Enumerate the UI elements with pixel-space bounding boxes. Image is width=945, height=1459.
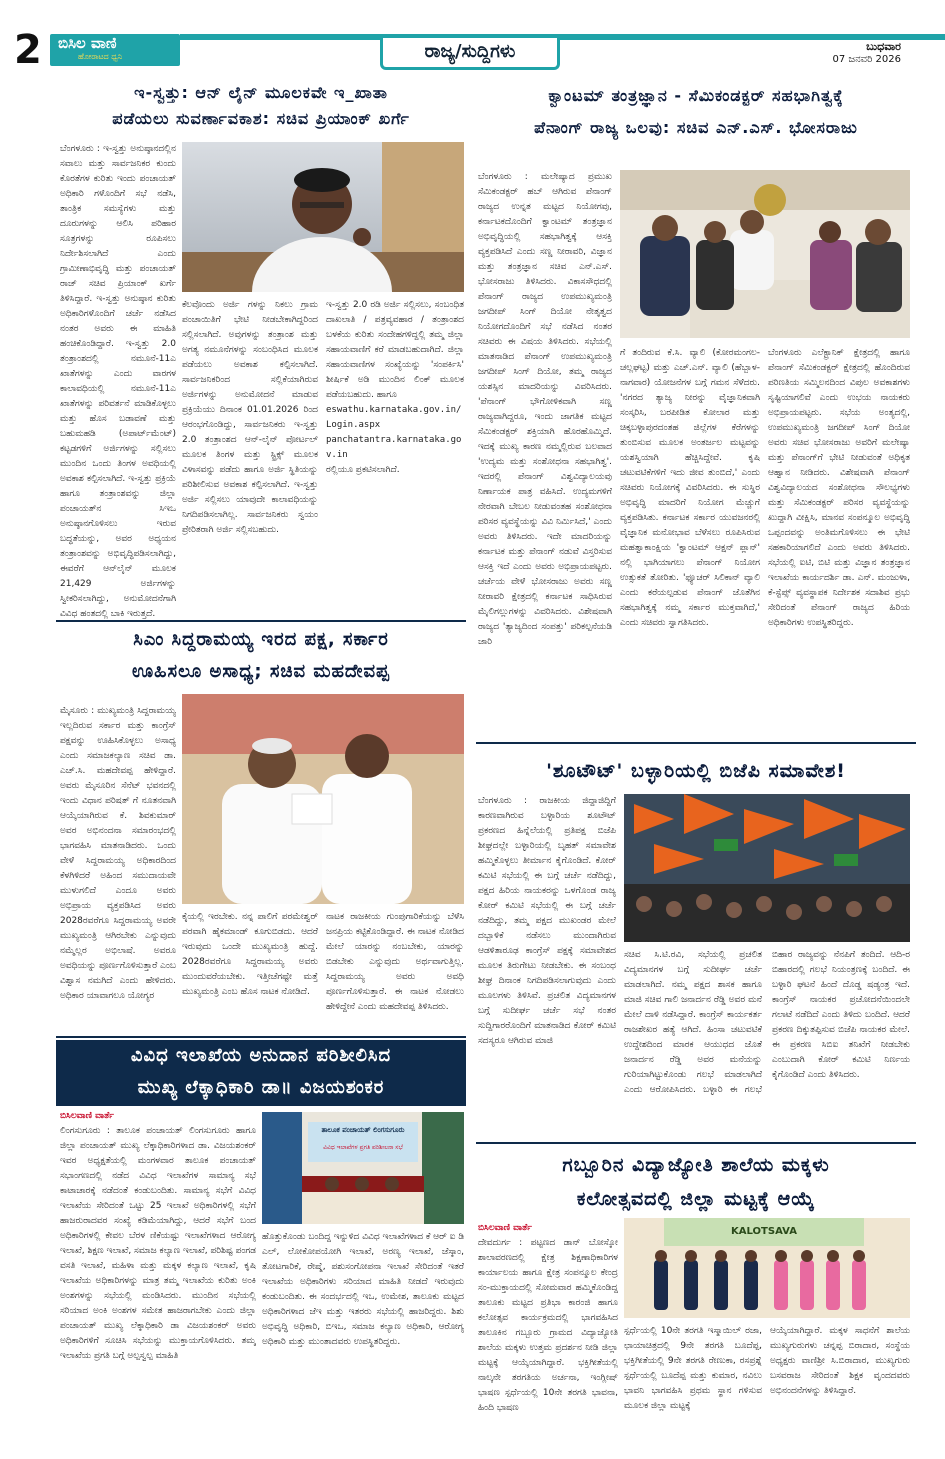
headline-line-2: ಪಡೆಯಲು ಸುವರ್ಣಾವಕಾಶ: ಸಚಿವ ಪ್ರಿಯಾಂಕ್ ಖರ್ಗೆ <box>112 109 410 128</box>
article-eswathu-col-left: ಬೆಂಗಳೂರು : ಇ-ಸ್ವತ್ತು ಅನುಷ್ಠಾನದಲ್ಲಿನ ಸವಾಲು ಮತ್ತು ಸಾರ್ವಜನಿಕರ ಕುಂದು ಕೊರತೆಗಳ ಕುರಿತು ಇಂದು ಪಂಚಾಯತ್ ಅಧಿಕಾರಿ ಗಳೊಂದಿಗೆ ಸಭೆ ನಡೆಸಿ, ತಾಂತ್ರಿಕ ಸಮಸ್ಯೆಗಳು ಮತ್ತು ದೂರುಗಳನ್ನು ಆಲಿಸಿ ಪರಿಹಾರ ಸೂತ್ರಗಳನ್ನು ರೂಪಿಸಲು ನಿರ್ದೇಶಿಸಲಾಗಿದೆ ಎಂದು ಗ್ರಾಮೀಣಾಭಿವೃದ್ಧಿ ಮತ್ತು ಪಂಚಾಯತ್ ರಾಜ್ ಸಚಿವ ಪ್ರಿಯಾಂಕ್ ಖರ್ಗೆ ತಿಳಿಸಿದ್ದಾರೆ. ಇ-ಸ್ವತ್ತು ಅನುಷ್ಠಾನ ಕುರಿತು ಅಧಿಕಾರಿಗಳೊಂದಿಗೆ ಚರ್ಚೆ ನಡೆಸಿದ ನಂತರ ಅವರು ಈ ಮಾಹಿತಿ ಹಂಚಿಕೊಂಡಿದ್ದಾರೆ. ಇ-ಸ್ವತ್ತು 2.0 ತಂತ್ರಾಂಶದಲ್ಲಿ ನಮೂನೆ-11ಎ ಖಾತೆಗಳನ್ನು ಎಂದು ವಾರಗಳ ಕಾಲಾವಧಿಯಲ್ಲಿ ನಮೂನೆ-11ಎ ಖಾತೆಗಳನ್ನು ಪರಿವರ್ತನೆ ಮಾಡಿಕೊಳ್ಳಲು ಮತ್ತು ಹೊಸ ಬಡಾವಣೆ ಮತ್ತು ಬಹುಮಹಡಿ (ಅಪಾರ್ಟ್‌ಮೆಂಟ್) ಕಟ್ಟಡಗಳಿಗೆ ಅರ್ಜಿಗಳನ್ನು ಸಲ್ಲಿಸಲು ಮುಂದಿನ ಒಂದು ತಿಂಗಳ ಅವಧಿಯಲ್ಲಿ ಅವಕಾಶ ಕಲ್ಪಿಸಲಾಗಿದೆ. ಇ-ಸ್ವತ್ತು ಪ್ರಕ್ರಿಯೆ ಹಾಗೂ ತಂತ್ರಾಂಶವನ್ನು ಜಿಲ್ಲಾ ಪಂಚಾಯತ್‌ನ ಸಿಇಒ ಅನುಷ್ಠಾನಗೊಳಿಸಲು ಇರುವ ಬದ್ಧತೆಯನ್ನು, ಅವರ ಅಧ್ಯಯನ ತಂತ್ರಾಂಶವನ್ನು ಅಭಿವೃದ್ಧಿಪಡಿಸಲಾಗಿದ್ದು, ಈವರೆಗೆ ಆನ್‌ಲೈನ್ ಮೂಲಕ 21,429 ಅರ್ಜಿಗಳನ್ನು ಸ್ವೀಕರಿಸಲಾಗಿದ್ದು, ಅನುಮೋದನೆಗಾಗಿ ವಿವಿಧ ಹಂತದಲ್ಲಿ ಬಾಕಿ ಇರುತ್ತದೆ. <box>60 144 176 619</box>
weekday: ಬುಧವಾರ <box>866 40 901 53</box>
eswathu-link[interactable]: eswathu.karnataka.gov.in/Login.aspx <box>326 405 462 430</box>
article-siddaramaiah-col-right: ನಾಟಕ ರಾಜಕೀಯ ಗುಂಪುಗಾರಿಕೆಯನ್ನು ಬೆಳೆಸಿ ಜನಪ್ರಿಯ ಕಟ್ಟಿಕೊಂಡಿದ್ದಾರೆ. ಈ ನಾಟಕ ನೋಡಿದ ಮೇಲೆ ಯಾರನ್ನು ನಂಬಬೇಕು, ಯಾರನ್ನು ಬಿಡಬೇಕು ಎನ್ನುವುದು ಅರ್ಥವಾಗುತ್ತಿಲ್ಲ. ಸಿದ್ದರಾಮಯ್ಯ ಅವರು ಅವಧಿ ಪೂರ್ಣಗೊಳಿಸುತ್ತಾರೆ. ಈ ನಾಟಕ ನೋಡಲು ಹೇಳಿದ್ದೇನೆ ಎಂದು ಮಹದೇವಪ್ಪ ತಿಳಿಸಿದರು. <box>326 912 464 1012</box>
headline-line-2: ಮುಖ್ಯ ಲೆಕ್ಕಾಧಿಕಾರಿ ಡಾ॥ ವಿಜಯಶಂಕರ <box>137 1077 385 1098</box>
headline-line-1: ಕ್ವಾಂಟಮ್ ತಂತ್ರಜ್ಞಾನ - ಸೆಮಿಕಂಡಕ್ಟರ್ ಸಹಭಾಗಿತ್ವಕ್ಕೆ <box>548 86 844 105</box>
divider <box>56 1036 466 1038</box>
headline-line-2: ಊಹಿಸಲೂ ಅಸಾಧ್ಯ; ಸಚಿವ ಮಹದೇವಪ್ಪ <box>132 661 390 682</box>
page-number: 2 <box>14 27 42 73</box>
date: 07 ಜನವರಿ 2026 <box>832 54 901 65</box>
headline-line-1: ಗಬ್ಬೂರಿನ ವಿದ್ಯಾಜ್ಯೋತಿ ಶಾಲೆಯ ಮಕ್ಕಳು <box>562 1154 830 1176</box>
kharge-photo <box>182 142 464 292</box>
headline-line-1: ವಿವಿಧ ಇಲಾಖೆಯ ಅನುದಾನ ಪರಿಶೀಲಿಸಿದ <box>130 1045 392 1066</box>
article-gabbur-col-left: ದೇವದುರ್ಗ : ಪಟ್ಟಣದ ಡಾನ್ ಬೋಸ್ಕೋ ಶಾಲಾವರಣದಲ್ಲಿ ಕ್ಷೇತ್ರ ಶಿಕ್ಷಣಾಧಿಕಾರಿಗಳ ಕಾರ್ಯಾಲಯ ಹಾಗೂ ಕ್ಷೇತ್ರ ಸಂಪನ್ಮೂಲ ಕೇಂದ್ರ ಸಂ-ಮುಕ್ತಾಯದಲ್ಲಿ ಸೋಮವಾರ ಹಮ್ಮಿಕೊಂಡಿದ್ದ ತಾಲೂಕು ಮಟ್ಟದ ಪ್ರತಿಭಾ ಕಾರಂಜಿ ಹಾಗೂ ಕಲೋತ್ಸವ ಕಾರ್ಯಕ್ರಮದಲ್ಲಿ ಭಾಗವಹಿಸಿದ ತಾಲೂಕಿನ ಗಬ್ಬೂರು ಗ್ರಾಮದ ವಿದ್ಯಾಜ್ಯೋತಿ ಶಾಲೆಯ ಮಕ್ಕಳು ಉತ್ತಮ ಪ್ರದರ್ಶನ ನೀಡಿ ಜಿಲ್ಲಾ ಮಟ್ಟಕ್ಕೆ ಆಯ್ಕೆಯಾಗಿದ್ದಾರೆ. ಭಕ್ತಿಗೀತೆಯಲ್ಲಿ ನಾಲ್ಕನೇ ತರಗತಿಯ ಅರ್ಚನಾ, ಇಂಗ್ಲೀಷ್ ಭಾಷಣ ಸ್ಪರ್ಧೆಯಲ್ಲಿ 10ನೇ ತರಗತಿ ಭಾವನಾ, ಹಿಂದಿ ಭಾಷಣ <box>478 1238 618 1413</box>
paper-logo <box>50 34 180 66</box>
article-eswathu-col-right: ಇ-ಸ್ವತ್ತು 2.0 ರಡಿ ಅರ್ಜಿ ಸಲ್ಲಿಸಲು, ಸಂಬಂಧಿತ ದಾಖಲಾತಿ / ಪತ್ರವ್ಯವಹಾರ / ತಂತ್ರಾಂಶದ ಬಳಕೆಯ ಕುರಿತು ಸಂದೇಹಗಳಿದ್ದಲ್ಲಿ ತಮ್ಮ ಜಿಲ್ಲಾ ಸಹಾಯವಾಣಿಗೆ ಕರೆ ಮಾಡಬಹುದಾಗಿದೆ. ಜಿಲ್ಲಾ ಸಹಾಯವಾಣಿಗಳ ಸಂಖ್ಯೆಯನ್ನು 'ಸಂಪರ್ಕಿಸಿ' ಶೀರ್ಷಿಕೆ ಅಡಿ ಮುಂದಿನ ಲಿಂಕ್ ಮೂಲಕ ಪಡೆಯಬಹುದು. ಹಾಗೂ eswathu.karnataka.gov.in/Login.aspx panchatantra.karnataka.gov.in ರಲ್ಲಿಯೂ ಪ್ರಕಟಿಸಲಾಗಿದೆ. <box>326 300 464 475</box>
article-quantum-col-mid: ಗೆ ತಂದಿರುವ ಕೆ.ಸಿ. ವ್ಯಾಲಿ (ಕೋರಮಂಗಲ-ಚಲ್ಲಘಟ್ಟ) ಮತ್ತು ಎಚ್.ಎನ್. ವ್ಯಾಲಿ (ಹೆಬ್ಬಾಳ-ನಾಗವಾರ) ಯೋಜನೆಗಳ ಬಗ್ಗೆ ಗಮನ ಸೆಳೆದರು. 'ನಗರದ ತ್ಯಾಜ್ಯ ನೀರನ್ನು ವೈಜ್ಞಾನಿಕವಾಗಿ ಸಂಸ್ಕರಿಸಿ, ಬರಪೀಡಿತ ಕೋಲಾರ ಮತ್ತು ಚಿಕ್ಕಬಳ್ಳಾಪುರದಂತಹ ಜಿಲ್ಲೆಗಳ ಕೆರೆಗಳನ್ನು ತುಂಬಿಸುವ ಮೂಲಕ ಅಂತರ್ಜಲ ಮಟ್ಟವನ್ನು ಯಶಸ್ವಿಯಾಗಿ ಹೆಚ್ಚಿಸಿದ್ದೇವೆ. ಕೃಷಿ ಚಟುವಟಿಕೆಗಳಿಗೆ ಇದು ಜೀವ ತುಂಬಿದೆ,' ಎಂದು ಸಚಿವರು ನಿಯೋಗಕ್ಕೆ ವಿವರಿಸಿದರು. ಈ ಸುಸ್ಥಿರ ಅಭಿವೃದ್ಧಿ ಮಾದರಿಗೆ ನಿಯೋಗ ಮೆಚ್ಚುಗೆ ವ್ಯಕ್ತಪಡಿಸಿತು. ಕರ್ನಾಟಕ ಸರ್ಕಾರ ಯುವಜನರಲ್ಲಿ ವೈಜ್ಞಾನಿಕ ಮನೋಭಾವ ಬೆಳೆಸಲು ರೂಪಿಸಿರುವ ಮಹತ್ವಾಕಾಂಕ್ಷಿಯ 'ಕ್ವಾಂಟಮ್ ಆಕ್ಷನ್ ಪ್ಲಾನ್' ನಲ್ಲಿ ಭಾಗಿಯಾಗಲು ಪೆನಾಂಗ್ ನಿಯೋಗ ಉತ್ಸುಕತೆ ತೋರಿತು. 'ಫ್ಯೂಚರ್ ಸಿಲಿಕಾನ್ ವ್ಯಾಲಿ ಎಂದು ಕರೆಯಲ್ಪಡುವ ಪೆನಾಂಗ್ ಜೊತೆಗಿನ ಸಹಭಾಗಿತ್ವಕ್ಕೆ ನಮ್ಮ ಸರ್ಕಾರ ಮುಕ್ತವಾಗಿದೆ,' ಎಂದು ಸಚಿವರು ಸ್ವಾಗತಿಸಿದರು. <box>620 348 760 628</box>
article-vijayashankar-col-right: ಹೊತ್ತುಕೊಂಡು ಬಂದಿದ್ದ ಇನ್ನುಳಿದ ವಿವಿಧ ಇಲಾಖೆಗಳಾದ ಕೆ ಆರ್ ಐ ಡಿ ಎಲ್, ಲೋಕೋಪಯೋಗಿ ಇಲಾಖೆ, ಅರಣ್ಯ ಇಲಾಖೆ, ಜೆಸ್ಕಾಂ, ತೋಟಗಾರಿಕೆ, ರೇಷ್ಮೆ, ಪಶುಸಂಗೋಪನಾ ಇಲಾಖೆ ಸೇರಿದಂತೆ ಇತರೆ ಇಲಾಖೆಯ ಅಧಿಕಾರಿಗಳು ಸರಿಯಾದ ಮಾಹಿತಿ ನೀಡದೆ ಇರುವುದು ಕಂಡುಬಂದಿತು. ಈ ಸಂದರ್ಭದಲ್ಲಿ ಇಒ, ಉಮೇಶ, ತಾಲೂಕು ಮಟ್ಟದ ಅಧಿಕಾರಿಗಳಾದ ಜೆಇ ಮತ್ತು ಇತರರು ಸಭೆಯಲ್ಲಿ ಹಾಜರಿದ್ದರು. ಶಿಶು ಅಭಿವೃದ್ಧಿ ಅಧಿಕಾರಿ, ಬಿಇಒ, ಸಮಾಜ ಕಲ್ಯಾಣ ಅಧಿಕಾರಿ, ಆರೋಗ್ಯ ಅಧಿಕಾರಿ ಮತ್ತು ಮುಂತಾದವರು ಉಪಸ್ಥಿತರಿದ್ದರು. <box>262 1232 464 1347</box>
dept-meeting-photo <box>262 1112 464 1224</box>
article-siddaramaiah-col-mid: ಕೈಯಲ್ಲಿ ಇರಬೇಕು. ನನ್ನ ಪಾಲಿಗೆ ಪರಮೇಶ್ವರ್ ಪರವಾಗಿ ಹೈಕಮಾಂಡ್ ಕೂಗುಬಿಡದು. ಆದರೆ ಇರುವುದು ಒಂದೇ ಮುಖ್ಯಮಂತ್ರಿ ಹುದ್ದೆ. 2028ರವರೆಗೂ ಸಿದ್ದರಾಮಯ್ಯ ಅವರು ಮುಂದುವರೆಯಬೇಕು. ಇತ್ತೀಚೆಗಷ್ಟೇ ಮತ್ತೆ ಮುಖ್ಯಮಂತ್ರಿ ಎಂಬ ಹೊಸ ನಾಟಕ ನೋಡಿದೆ. <box>182 912 318 997</box>
issue-date <box>832 40 901 66</box>
headline-line-1: ಸಿಎಂ ಸಿದ್ದರಾಮಯ್ಯ ಇರದ ಪಕ್ಷ, ಸರ್ಕಾರ <box>133 629 389 650</box>
article-siddaramaiah <box>56 624 466 690</box>
article-vijayashankar-col-left: ಲಿಂಗಸುಗೂರು : ತಾಲೂಕ ಪಂಚಾಯತ್ ಲಿಂಗಸುಗೂರು ಹಾಗೂ ಜಿಲ್ಲಾ ಪಂಚಾಯತ್ ಮುಖ್ಯ ಲೆಕ್ಕಾಧಿಕಾರಿಗಳಾದ ಡಾ. ವಿಜಯಶಂಕರ್ ಇವರ ಅಧ್ಯಕ್ಷತೆಯಲ್ಲಿ ಮಂಗಳವಾರ ತಾಲೂಕ ಪಂಚಾಯತ್ ಸಭಾಂಗಣದಲ್ಲಿ ನಡೆದ ವಿವಿಧ ಇಲಾಖೆಗಳ ಸಾಮಾನ್ಯ ಸಭೆ ಕಾಟಾಚಾರಕ್ಕೆ ನಡೆದಂತೆ ಕಂಡುಬಂದಿತು. ಸಾಮಾನ್ಯ ಸಭೆಗೆ ವಿವಿಧ ಇಲಾಖೆಯ ಸೇರಿದಂತೆ ಒಟ್ಟು 25 ಇಲಾಖೆ ಅಧಿಕಾರಿಗಳಲ್ಲಿ ಸಭೆಗೆ ಹಾಜರುರಾದವರ ಸಂಖ್ಯೆ ಕಡಿಮೆಯಾಗಿದ್ದು, ಆದರೆ ಸಭೆಗೆ ಬಂದ ಅಧಿಕಾರಿಗಳಲ್ಲಿ ಕೇವಲ ಬೆರಳ ಣಿಕೆಯಷ್ಟು ಇಲಾಖೆಗಳಾದ ಆರೋಗ್ಯ ಇಲಾಖೆ, ಶಿಕ್ಷಣ ಇಲಾಖೆ, ಸಮಾಜ ಕಲ್ಯಾಣ ಇಲಾಖೆ, ಪರಿಶಿಷ್ಟ ಪಂಗಡ ವಸತಿ ಇಲಾಖೆ, ಮಹಿಳಾ ಮತ್ತು ಮಕ್ಕಳ ಕಲ್ಯಾಣ ಇಲಾಖೆ, ಕೃಷಿ ಇಲಾಖೆಯ ಅಧಿಕಾರಿಗಳನ್ನು ಮಾತ್ರ ತಮ್ಮ ಇಲಾಖೆಯ ಕುರಿತು ಅಂಕಿ ಅಂಶಗಳನ್ನು ಸಭೆಯಲ್ಲಿ ಮಂಡಿಸಿದರು. ಮುಂದಿನ ಸಭೆಯಲ್ಲಿ ಸರಿಯಾದ ಅಂಕಿ ಅಂಶಗಳ ಸಮೇತ ಹಾಜರಾಗಬೇಕು ಎಂದು ಜಿಲ್ಲಾ ಪಂಚಾಯತ್ ಮುಖ್ಯ ಲೆಕ್ಕಾಧಿಕಾರಿ ಡಾ ವಿಜಯಶಂಕರ್ ಅವರು ಅಧಿಕಾರಿಗಳಿಗೆ ಸೂಚಿಸಿ ಸಭೆಯನ್ನು ಮುಕ್ತಾಯಗೊಳಿಸಿದರು. ತಮ್ಮ ಇಲಾಖೆಯ ಪ್ರಗತಿ ಬಗ್ಗೆ ಅಲ್ಪಸ್ವಲ್ಪ ಮಾಹಿತಿ <box>60 1126 256 1361</box>
byline-tag: ಬಿಸಿಲವಾಣಿ ವಾರ್ತೆ <box>60 1111 114 1121</box>
paper-tagline: ಹೋರಾಟದ ಧ್ವನಿ <box>78 52 123 61</box>
article-gabbur-school <box>476 1148 916 1220</box>
byline-tag: ಬಿಸಿಲವಾಣಿ ವಾರ್ತೆ <box>478 1223 532 1233</box>
article-siddaramaiah-col-left: ಮೈಸೂರು : ಮುಖ್ಯಮಂತ್ರಿ ಸಿದ್ದರಾಮಯ್ಯ ಇಲ್ಲದಿರುವ ಸರ್ಕಾರ ಮತ್ತು ಕಾಂಗ್ರೆಸ್ ಪಕ್ಷವನ್ನು ಊಹಿಸಿಕೊಳ್ಳಲು ಅಸಾಧ್ಯ ಎಂದು ಸಮಾಜಕಲ್ಯಾಣ ಸಚಿವ ಡಾ. ಎಚ್.ಸಿ. ಮಹದೇವಪ್ಪ ಹೇಳಿದ್ದಾರೆ. ಅವರು ಮೈಸೂರಿನ ಸೆನೆಟ್ ಭವನದಲ್ಲಿ ಇಂದು ವಿಧಾನ ಪರಿಷತ್ ಗೆ ನೂತನವಾಗಿ ಆಯ್ಕೆಯಾಗಿರುವ ಕೆ. ಶಿವಕುಮಾರ್ ಅವರ ಅಭಿನಂದನಾ ಸಮಾರಂಭದಲ್ಲಿ ಭಾಗವಹಿಸಿ ಮಾತನಾಡಿದರು. ಒಂದು ವೇಳೆ ಸಿದ್ದರಾಮಯ್ಯ ಅಧಿಕಾರದಿಂದ ಕೆಳಗಿಳಿದರೆ ಅಹಿಂದ ಸಮುದಾಯವೇ ಮುಳುಗಲಿದೆ ಎಂದೂ ಅವರು ಅಭಿಪ್ರಾಯ ವ್ಯಕ್ತಪಡಿಸಿದ ಅವರು 2028ರವರೆಗೂ ಸಿದ್ದರಾಮಯ್ಯ ಅವರೇ ಮುಖ್ಯಮಂತ್ರಿ ಆಗಿರಬೇಕು ಎನ್ನುವುದು ನಮ್ಮೆಲ್ಲರ ಅಭಿಲಾಷೆ. ಅವರೂ ಅವಧಿಯನ್ನು ಪೂರ್ಣಗೊಳಿಸುತ್ತಾರೆ ಎಂಬ ವಿಶ್ವಾಸ ನಮಗಿದೆ ಎಂದು ಹೇಳಿದರು. ಅಧಿಕಾರ ಯಾವಾಗಲೂ ಯೋಗ್ಯರ <box>60 706 176 1001</box>
rally-photo <box>624 794 910 942</box>
article-ballari-col-left: ಬೆಂಗಳೂರು : ರಾಜಕೀಯ ಜಿದ್ದಾಜಿದ್ದಿಗೆ ಕಾರಣವಾಗಿರುವ ಬಳ್ಳಾರಿಯ ಶೂಟೌಟ್ ಪ್ರಕರಣದ ಹಿನ್ನೆಲೆಯಲ್ಲಿ ಪ್ರತಿಪಕ್ಷ ಬಿಜೆಪಿ ಶೀಘ್ರದಲ್ಲೇ ಬಳ್ಳಾರಿಯಲ್ಲಿ ಬೃಹತ್ ಸಮಾವೇಶ ಹಮ್ಮಿಕೊಳ್ಳಲು ತೀರ್ಮಾನ ಕೈಗೊಂಡಿದೆ. ಕೋರ್ ಕಮಿಟಿ ಸಭೆಯಲ್ಲಿ ಈ ಬಗ್ಗೆ ಚರ್ಚೆ ನಡೆದಿದ್ದು, ಪಕ್ಷದ ಹಿರಿಯ ನಾಯಕರನ್ನು ಒಳಗೊಂಡ ರಾಜ್ಯ ಕೋರ್ ಕಮಿಟಿ ಸಭೆಯಲ್ಲಿ ಈ ಬಗ್ಗೆ ಚರ್ಚೆ ನಡೆದಿದ್ದು, ತಮ್ಮ ಪಕ್ಷದ ಮುಖಂಡರ ಮೇಲೆ ದಬ್ಬಾಳಿಕೆ ನಡೆಸಲು ಮುಂದಾಗಿರುವ ಆಡಳಿತಾರೂಢ ಕಾಂಗ್ರೆಸ್ ಪಕ್ಷಕ್ಕೆ ಸಮಾವೇಶದ ಮೂಲಕ ತಿರುಗೇಟು ನೀಡಬೇಕು. ಈ ಸಂಬಂಧ ಶೀಘ್ರ ದಿನಾಂಕ ನಿಗದಿಪಡಿಸಲಾಗುವುದು ಎಂದು ಮೂಲಗಳು ತಿಳಿಸಿವೆ. ಪ್ರಚಲಿತ ವಿದ್ಯಮಾನಗಳ ಬಗ್ಗೆ ಸುದೀರ್ಘ ಚರ್ಚೆ ಸಭೆ ನಂತರ ಸುದ್ದಿಗಾರರೊಂದಿಗೆ ಮಾತನಾಡಿದ ಕೋರ್ ಕಮಿಟಿ ಸದಸ್ಯರೂ ಆಗಿರುವ ಮಾಜಿ <box>478 796 616 1046</box>
school-banner: KALOTSAVA <box>731 1226 797 1237</box>
article-gabbur-col-right: ಆಯ್ಕೆಯಾಗಿದ್ದಾರೆ. ಮಕ್ಕಳ ಸಾಧನೆಗೆ ಶಾಲೆಯ ಮುಖ್ಯಗುರುಗಳು ಚನ್ನಪ್ಪ ಬಿರಾದಾರ, ಸಂಸ್ಥೆಯ ಅಧ್ಯಕ್ಷರು ವಾಣಿಶ್ರೀ ಸಿ.ಬಿರಾದಾರ, ಮುಖ್ಯಗುರು ಬಸವರಾಜ ಸೇರಿದಂತೆ ಶಿಕ್ಷಕ ವೃಂದದವರು ಅಭಿನಂದನೆಗಳನ್ನು ತಿಳಿಸಿದ್ದಾರೆ. <box>770 1326 910 1396</box>
article-quantum-col-left: ಬೆಂಗಳೂರು : ಮಲೇಷ್ಯಾದ ಪ್ರಮುಖ ಸೆಮಿಕಂಡಕ್ಟರ್ ಹಬ್ ಆಗಿರುವ ಪೆನಾಂಗ್ ರಾಜ್ಯದ ಉನ್ನತ ಮಟ್ಟದ ನಿಯೋಗವು, ಕರ್ನಾಟಕದೊಂದಿಗೆ ಕ್ವಾಂಟಮ್ ತಂತ್ರಜ್ಞಾನ ಅಭಿವೃದ್ಧಿಯಲ್ಲಿ ಸಹಭಾಗಿತ್ವಕ್ಕೆ ಆಸಕ್ತಿ ವ್ಯಕ್ತಪಡಿಸಿದೆ ಎಂದು ಸಣ್ಣ ನೀರಾವರಿ, ವಿಜ್ಞಾನ ಮತ್ತು ತಂತ್ರಜ್ಞಾನ ಸಚಿವ ಎನ್.ಎಸ್. ಭೋಸರಾಜು ತಿಳಿಸಿದರು. ವಿಕಾಸಸೌಧದಲ್ಲಿ ಪೆನಾಂಗ್ ರಾಜ್ಯದ ಉಪಮುಖ್ಯಮಂತ್ರಿ ಜಗದೀಪ್ ಸಿಂಗ್ ದಿಯೋ ನೇತೃತ್ವದ ನಿಯೋಗದೊಂದಿಗೆ ಸಭೆ ನಡೆಸಿದ ನಂತರ ಸಚಿವರು ಈ ವಿಷಯ ತಿಳಿಸಿದರು. ಸಭೆಯಲ್ಲಿ ಮಾತನಾಡಿದ ಪೆನಾಂಗ್ ಉಪಮುಖ್ಯಮಂತ್ರಿ ಜಗದೀಪ್ ಸಿಂಗ್ ದಿಯೋ, ತಮ್ಮ ರಾಜ್ಯದ ಯಶಸ್ಸಿನ ಮಾದರಿಯನ್ನು ವಿವರಿಸಿದರು. 'ಪೆನಾಂಗ್ ಭೌಗೋಳಿಕವಾಗಿ ಸಣ್ಣ ರಾಜ್ಯವಾಗಿದ್ದರೂ, ಇಂದು ಜಾಗತಿಕ ಮಟ್ಟದ ಸೆಮಿಕಂಡಕ್ಟರ್ ಶಕ್ತಿಯಾಗಿ ಹೊರಹೊಮ್ಮಿದೆ. ಇದಕ್ಕೆ ಮುಖ್ಯ ಕಾರಣ ನಮ್ಮಲ್ಲಿರುವ ಬಲವಾದ 'ಉದ್ಯಮ ಮತ್ತು ಸಂಶೋಧನಾ ಸಹಭಾಗಿತ್ವ'. ಇದರಲ್ಲಿ ಪೆನಾಂಗ್ ವಿಶ್ವವಿದ್ಯಾಲಯವು ನಿರ್ಣಾಯಕ ಪಾತ್ರ ವಹಿಸಿದೆ. ಉದ್ಯಮಗಳಿಗೆ ನೇರವಾಗಿ ಬೇಬಲ ನೀಡುವಂತಹ ಸಂಶೋಧನಾ ಪರಿಸರ ವ್ಯವಸ್ಥೆಯನ್ನು ವಿವಿ ನಿರ್ಮಿಸಿದೆ,' ಎಂದು ಅವರು ತಿಳಿಸಿದರು. ಇದೇ ಮಾದರಿಯನ್ನು ಕರ್ನಾಟಕ ಮತ್ತು ಪೆನಾಂಗ್ ನಡುವೆ ವಿಸ್ತರಿಸುವ ಆಸಕ್ತಿ ಇದೆ ಎಂದು ಅವರು ಅಭಿಪ್ರಾಯಪಟ್ಟರು. ಚರ್ಚೆಯ ವೇಳೆ ಭೋಸರಾಜು ಅವರು ಸಣ್ಣ ನೀರಾವರಿ ಕ್ಷೇತ್ರದಲ್ಲಿ ಕರ್ನಾಟಕ ಸಾಧಿಸಿರುವ ಮೈಲಿಗಲ್ಲುಗಳನ್ನು ವಿವರಿಸಿದರು. ವಿಶೇಷವಾಗಿ ರಾಜ್ಯದ 'ತ್ಯಾಜ್ಯದಿಂದ ಸಂಪತ್ತು' ಪರಿಕಲ್ಪನೆಯಡಿ ಜಾರಿ <box>478 172 612 647</box>
school-photo <box>624 1218 910 1318</box>
article-ballari <box>476 752 916 792</box>
article-vijayashankar-header <box>56 1040 466 1106</box>
headline-line-1: ಇ-ಸ್ವತ್ತು: ಆನ್ ಲೈನ್ ಮೂಲಕವೇ ಇ_ಖಾತಾ <box>134 83 388 102</box>
masthead <box>0 0 945 72</box>
divider <box>56 620 466 622</box>
divider <box>476 1142 916 1144</box>
panchatantra-link[interactable]: panchatantra.karnataka.gov.in <box>326 435 462 460</box>
masthead-rule <box>180 34 945 40</box>
paper-name: ಬಿಸಿಲ ವಾಣಿ <box>58 34 117 52</box>
headline-line-2: ಕಲೋತ್ಸವದಲ್ಲಿ ಜಿಲ್ಲಾ ಮಟ್ಟಕ್ಕೆ ಆಯ್ಕೆ <box>576 1188 816 1210</box>
dept-subbanner: ವಿವಿಧ ಇಲಾಖೆಗಳ ಪ್ರಗತಿ ಪರಿಶೀಲನಾ ಸಭೆ <box>323 1144 403 1151</box>
article-gabbur-col-mid: ಸ್ಪರ್ಧೆಯಲ್ಲಿ 10ನೇ ತರಗತಿ ಇಸ್ಮಾಯಿಲ್ ರಜಾ, ಛಾಯಾಚಿತ್ರದಲ್ಲಿ 9ನೇ ತರಗತಿ ಬೂದೆಪ್ಪ, ಭಕ್ತಿಗೀತೆಯಲ್ಲಿ 9ನೇ ತರಗತಿ ರೇಣುಕಾ, ರಸಪ್ರಶ್ನೆ ಸ್ಪರ್ಧೆಯಲ್ಲಿ ಬೂದೆಪ್ಪ ಮತ್ತು ಕುಮಾರ, ನವಿಲು ಭಾವನಿ ಭಾಗವಹಿಸಿ ಪ್ರಥಮ ಸ್ಥಾನ ಗಳಿಸುವ ಮೂಲಕ ಜಿಲ್ಲಾ ಮಟ್ಟಕ್ಕೆ <box>624 1326 762 1411</box>
divider <box>476 742 916 744</box>
article-ballari-col-right: ಸಚಿವ ಸಿ.ಟಿ.ರವಿ, ಸಭೆಯಲ್ಲಿ ಪ್ರಚಲಿತ ವಿದ್ಯಮಾನಗಳ ಬಗ್ಗೆ ಸುದೀರ್ಘ ಚರ್ಚೆ ಮಾಡಲಾಗಿದೆ. ನಮ್ಮ ಪಕ್ಷದ ಶಾಸಕ ಹಾಗೂ ಮಾಜಿ ಸಚಿವ ಗಾಲಿ ಜನಾರ್ದನ ರೆಡ್ಡಿ ಅವರ ಮನೆ ಮೇಲೆ ದಾಳಿ ನಡೆಸಿದ್ದಾರೆ. ಕಾಂಗ್ರೆಸ್ ಕಾರ್ಯಕರ್ತ ರಾಜಶೇಖರ ಹತ್ಯೆ ಆಗಿದೆ. ಹಿಂಸಾ ಚಟುವಟಿಕೆ ಉದ್ದೇಶದಿಂದ ಮಾರಕ ಆಯುಧದ ಜೊತೆ ಜನಾರ್ದನ ರೆಡ್ಡಿ ಅವರ ಮನೆಯನ್ನು ಗುರಿಯಾಗಿಟ್ಟುಕೊಂಡು ಗಲಭೆ ಮಾಡಲಾಗಿದೆ ಎಂದು ಆರೋಪಿಸಿದರು. ಬಳ್ಳಾರಿ ಈ ಗಲಭೆ ಬಿಹಾರ ರಾಜ್ಯವನ್ನು ನೆನಪಿಗೆ ತಂದಿದೆ. ಆದಿ-ರ ಬಿಹಾರದಲ್ಲಿ ಗಲಭೆ ನಿಯಂತ್ರಣಕ್ಕೆ ಬಂದಿದೆ. ಈ ಬಳ್ಳಾರಿ ಘಟನೆ ಹಿಂದೆ ದೊಡ್ಡ ಷಡ್ಯಂತ್ರ ಇದೆ. ಕಾಂಗ್ರೆಸ್ ನಾಯಕರ ಪ್ರಚೋದನೆಯಿಂದಲೇ ಗಲಾಟೆ ನಡೆದಿದೆ ಎಂದು ತಿಳಿದು ಬಂದಿದೆ. ಆದರೆ ಪ್ರಕರಣ ದಿಕ್ಕುತಪ್ಪಿಸುವ ಬಿಜೆಪಿ ನಾಯಕರ ಮೇಲೆ. ಈ ಪ್ರಕರಣ ಸಿಬಿಐ ತನಿಖೆಗೆ ನೀಡಬೇಕು ಎಂಬುದಾಗಿ ಕೋರ್ ಕಮಿಟಿ ನಿರ್ಣಯ ಕೈಗೊಂಡಿದೆ ಎಂದು ತಿಳಿಸಿದರು. <box>624 950 910 1095</box>
meeting-photo <box>620 170 910 338</box>
article-quantum <box>476 80 916 168</box>
section-title: ರಾಜ್ಯ/ಸುದ್ದಿಗಳು <box>380 38 560 70</box>
headline-line-2: ಪೆನಾಂಗ್ ರಾಜ್ಯ ಒಲವು: ಸಚಿವ ಎನ್.ಎಸ್. ಭೋಸರಾಜು <box>534 118 858 137</box>
cm-photo <box>182 694 464 904</box>
headline: 'ಶೂಟೌಟ್' ಬಳ್ಳಾರಿಯಲ್ಲಿ ಬಿಜೆಪಿ ಸಮಾವೇಶ! <box>546 760 846 782</box>
article-eswathu-col-mid: ಕೆಲವೊಂದು ಅರ್ಜಿ ಗಳನ್ನು ನಿಕಲು ಗ್ರಾಮ ಪಂಚಾಯಿತಿಗೆ ಭೇಟಿ ನೀಡಬೇಕಾಗಿದ್ದರಿಂದ ಸಲ್ಲಿಸಲಾಗಿದೆ. ಅವುಗಳನ್ನು ತಂತ್ರಾಂಶ ಮತ್ತು ಅಗತ್ಯ ನಮೂನೆಗಳನ್ನು ಸಂಬಂಧಿಸಿದ ಮೂಲಕ ಪಡೆಯಲು ಅವಕಾಶ ಕಲ್ಪಿಸಲಾಗಿದೆ. ಸಾರ್ವಜನಿಕರಿಂದ ಸಲ್ಲಿಕೆಯಾಗಿರುವ ಅರ್ಜಿಗಳನ್ನು ಅನುಮೋದನೆ ಮಾಡುವ ಪ್ರಕ್ರಿಯೆಯು ದಿನಾಂಕ 01.01.2026 ರಿಂದ ಆರಂಭಗೊಂಡಿದ್ದು, ಸಾರ್ವಜನಿಕರು ಇ-ಸ್ವತ್ತು 2.0 ತಂತ್ರಾಂಶದ ಆನ್-ಲೈನ್ ಪೋರ್ಟಲ್ ಮೂಲಕ ತಿಂಗಳ ಮತ್ತು ಸ್ಟ್ರಿಕ್ಸ್ ಮೂಲಕ ವಿಳಾಸವನ್ನು ಪಡೆದು ಹಾಗೂ ಅರ್ಜಿ ಸ್ಥಿತಿಯನ್ನು ಪರಿಶೀಲಿಸುವ ಅವಕಾಶ ಕಲ್ಪಿಸಲಾಗಿದೆ. ಇ-ಸ್ವತ್ತು ಅರ್ಜಿ ಸಲ್ಲಿಸಲು ಯಾವುದೇ ಕಾಲಾವಧಿಯನ್ನು ನಿಗದಿಪಡಿಸಲಾಗಿಲ್ಲ. ಸಾರ್ವಜನಿಕರು ಸ್ವಯಂ ಪ್ರೇರಿತರಾಗಿ ಅರ್ಜಿ ಸಲ್ಲಿಸಬಹುದು. <box>182 300 318 535</box>
dept-banner: ತಾಲೂಕ ಪಂಚಾಯತ್ ಲಿಂಗಸುಗೂರು <box>321 1126 405 1134</box>
article-quantum-col-right: ಬೆಂಗಳೂರು ಎಲೆಕ್ಟ್ರಾನಿಕ್ ಕ್ಷೇತ್ರದಲ್ಲಿ ಹಾಗೂ ಪೆನಾಂಗ್ ಸೆಮಿಕಂಡಕ್ಟರ್ ಕ್ಷೇತ್ರದಲ್ಲಿ ಹೊಂದಿರುವ ಪರಿಣತಿಯ ಸಮ್ಮಿಲನದಿಂದ ವಿಪುಲ ಅವಕಾಶಗಳು ಸೃಷ್ಟಿಯಾಗಲಿವೆ ಎಂದು ಉಭಯ ನಾಯಕರು ಅಭಿಪ್ರಾಯಪಟ್ಟರು. ಸಭೆಯ ಅಂತ್ಯದಲ್ಲಿ, ಉಪಮುಖ್ಯಮಂತ್ರಿ ಜಗದೀಪ್ ಸಿಂಗ್ ದಿಯೋ ಅವರು ಸಚಿವ ಭೋಸರಾಜು ಅವರಿಗೆ ಮಲೇಷ್ಯಾ ಮತ್ತು ಪೆನಾಂಗ್‌ಗೆ ಭೇಟಿ ನೀಡುವಂತೆ ಅಧಿಕೃತ ಆಹ್ವಾನ ನೀಡಿದರು. ವಿಶೇಷವಾಗಿ ಪೆನಾಂಗ್ ವಿಶ್ವವಿದ್ಯಾಲಯದ ಸಂಶೋಧನಾ ಸೌಲಭ್ಯಗಳು ಮತ್ತು ಸೆಮಿಕಂಡಕ್ಟರ್ ಪರಿಸರ ವ್ಯವಸ್ಥೆಯನ್ನು ಖುದ್ದಾಗಿ ವೀಕ್ಷಿಸಿ, ಮಾನವ ಸಂಪನ್ಮೂಲ ಅಭಿವೃದ್ಧಿ ಒಪ್ಪಂದವನ್ನು ಅಂತಿಮಗೊಳಿಸಲು ಈ ಭೇಟಿ ಸಹಕಾರಿಯಾಗಲಿದೆ ಎಂದು ಅವರು ತಿಳಿಸಿದರು. ಸಭೆಯಲ್ಲಿ ಐಟಿ, ಬಿಟಿ ಮತ್ತು ವಿಜ್ಞಾನ ತಂತ್ರಜ್ಞಾನ ಇಲಾಖೆಯ ಕಾರ್ಯದರ್ಶಿ ಡಾ. ಎನ್. ಮಂಜುಳಾ, ಕೆ-ಸ್ಟೆಪ್ಸ್ ವ್ಯವಸ್ಥಾಪಕ ನಿರ್ದೇಶಕ ಸದಾಶಿವ ಪ್ರಭು ಸೇರಿದಂತೆ ಪೆನಾಂಗ್ ರಾಜ್ಯದ ಹಿರಿಯ ಅಧಿಕಾರಿಗಳು ಉಪಸ್ಥಿತರಿದ್ದರು. <box>768 348 910 628</box>
